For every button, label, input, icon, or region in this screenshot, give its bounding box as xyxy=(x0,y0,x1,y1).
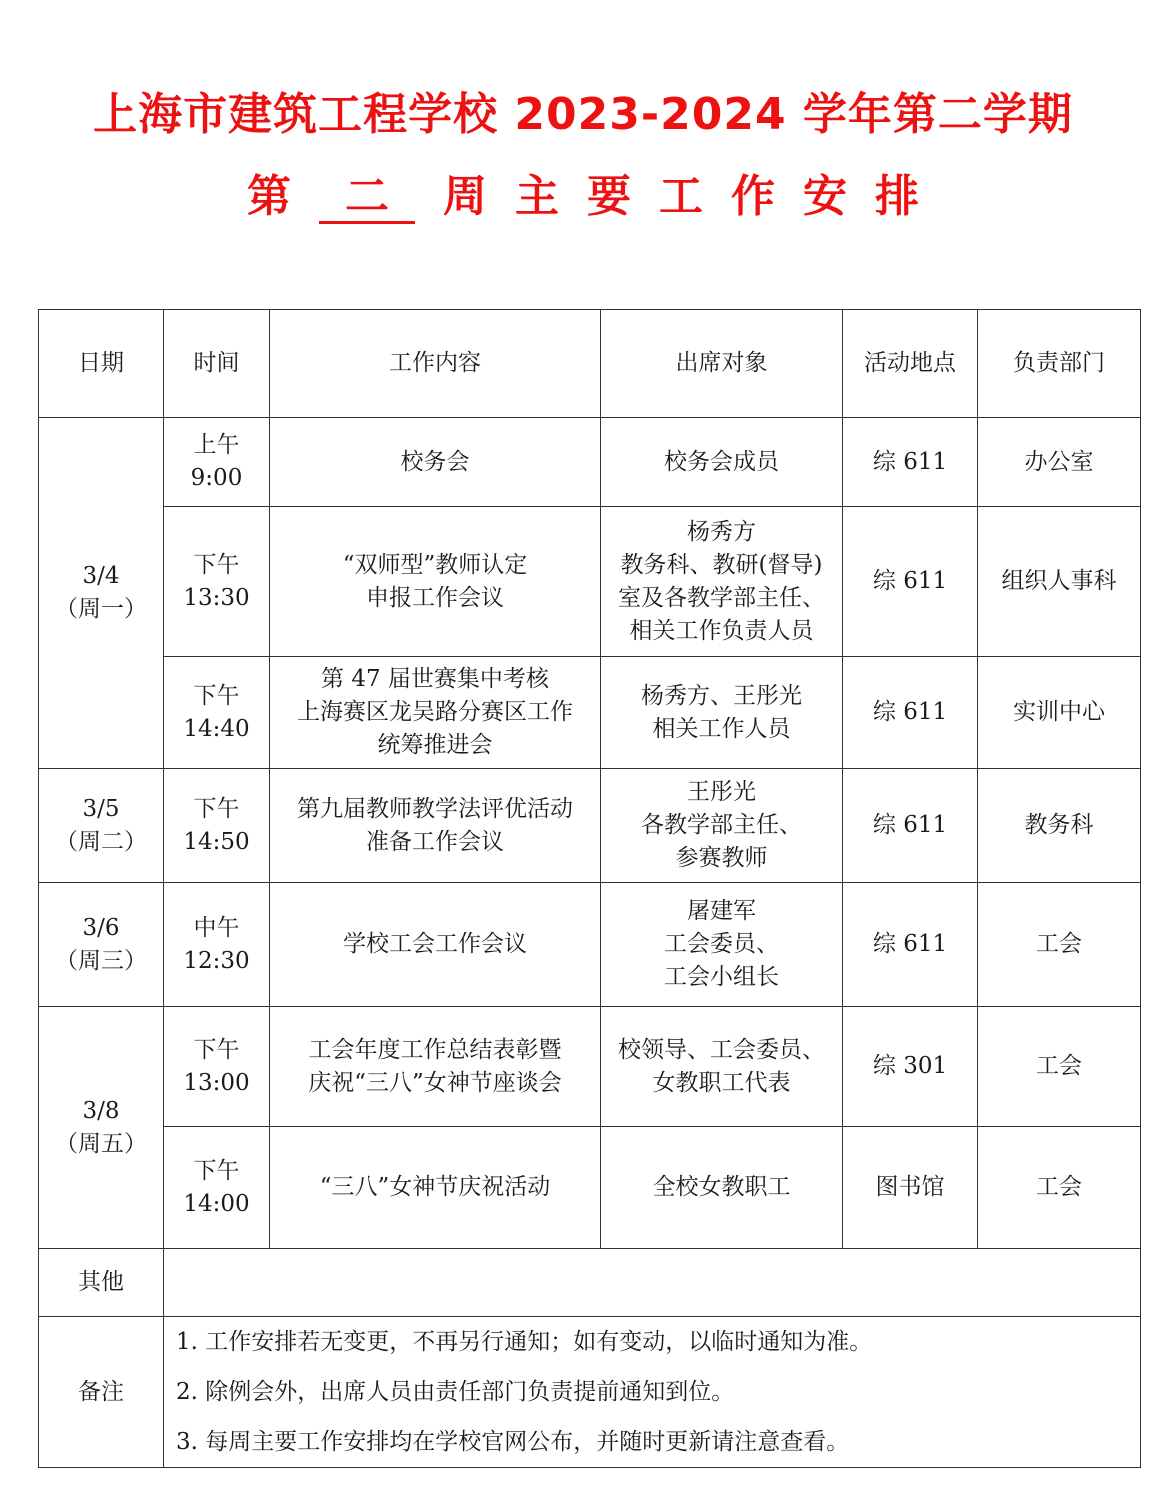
attendees-cell xyxy=(601,769,843,883)
place-cell: 综 611 xyxy=(843,418,978,507)
note-item: 1. 工作安排若无变更，不再另行通知；如有变动，以临时通知为准。 xyxy=(176,1329,873,1355)
time-cell-line: 下午 xyxy=(193,1036,240,1063)
time-cell xyxy=(164,1007,270,1127)
time-cell xyxy=(164,769,270,883)
attendees-cell-line: 教务科、教研(督导) xyxy=(620,551,823,578)
week-title-char: 安 xyxy=(803,171,847,222)
place-cell: 综 611 xyxy=(843,883,978,1007)
attendees-cell xyxy=(601,1007,843,1127)
notes-label: 备注 xyxy=(39,1317,164,1468)
date-cell-line: 3/4 xyxy=(82,563,120,589)
time-cell xyxy=(164,657,270,769)
dept-cell: 办公室 xyxy=(978,418,1141,507)
note-item: 2. 除例会外，出席人员由责任部门负责提前通知到位。 xyxy=(176,1379,735,1405)
date-cell xyxy=(39,769,164,883)
time-cell-line: 下午 xyxy=(193,1157,240,1184)
week-title xyxy=(0,160,1166,224)
dept-cell: 实训中心 xyxy=(978,657,1141,769)
week-title-char: 作 xyxy=(731,171,775,222)
time-cell-line: 14:40 xyxy=(183,715,250,742)
notes-row xyxy=(39,1317,1141,1468)
attendees-cell-line: 全校女教职工 xyxy=(652,1174,791,1200)
attendees-cell-line: 王彤光 xyxy=(687,779,756,805)
content-cell-line: 上海赛区龙吴路分赛区工作 xyxy=(297,699,573,725)
time-cell xyxy=(164,1127,270,1249)
date-cell-line: （周三） xyxy=(55,947,147,974)
content-cell xyxy=(270,883,601,1007)
place-cell: 图书馆 xyxy=(843,1127,978,1249)
content-cell-line: 第九届教师教学法评优活动 xyxy=(297,795,573,822)
notes-cell xyxy=(164,1317,1141,1468)
attendees-cell-line: 室及各教学部主任、 xyxy=(618,584,825,611)
content-cell-line: “双师型”教师认定 xyxy=(342,551,528,578)
content-cell-line: 第 47 届世赛集中考核 xyxy=(321,666,549,692)
attendees-cell-line: 校务会成员 xyxy=(664,448,779,475)
table-row xyxy=(39,883,1141,1007)
table-row xyxy=(39,769,1141,883)
attendees-cell-line: 屠建军 xyxy=(687,898,756,924)
dept-cell: 工会 xyxy=(978,883,1141,1007)
time-cell-line: 9:00 xyxy=(190,465,243,491)
date-cell-line: （周五） xyxy=(55,1130,147,1157)
date-cell xyxy=(39,1007,164,1249)
other-value xyxy=(164,1249,1141,1317)
time-cell-line: 14:00 xyxy=(183,1190,250,1217)
other-row xyxy=(39,1249,1141,1317)
dept-cell: 工会 xyxy=(978,1007,1141,1127)
attendees-cell xyxy=(601,507,843,657)
dept-cell: 工会 xyxy=(978,1127,1141,1249)
time-cell-line: 上午 xyxy=(193,432,240,458)
table-row xyxy=(39,418,1141,507)
attendees-cell-line: 杨秀方、王彤光 xyxy=(641,682,802,709)
week-title-char: 工 xyxy=(659,171,703,222)
content-cell-line: 校务会 xyxy=(400,448,470,475)
header-dept: 负责部门 xyxy=(978,310,1141,418)
header-content: 工作内容 xyxy=(270,310,601,418)
content-cell xyxy=(270,769,601,883)
header-row xyxy=(39,310,1141,418)
week-title-char: 周 xyxy=(443,171,487,222)
time-cell xyxy=(164,507,270,657)
week-number: 二 xyxy=(319,173,415,224)
time-cell xyxy=(164,883,270,1007)
date-cell-line: 3/8 xyxy=(82,1097,120,1124)
attendees-cell-line: 女教职工代表 xyxy=(652,1069,791,1096)
header-date: 日期 xyxy=(39,310,164,418)
place-cell: 综 301 xyxy=(843,1007,978,1127)
attendees-cell xyxy=(601,418,843,507)
date-cell xyxy=(39,418,164,769)
content-cell xyxy=(270,418,601,507)
time-cell-line: 下午 xyxy=(193,795,240,822)
content-cell-line: 申报工作会议 xyxy=(366,584,504,611)
note-item: 3. 每周主要工作安排均在学校官网公布，并随时更新请注意查看。 xyxy=(176,1429,850,1455)
attendees-cell xyxy=(601,1127,843,1249)
date-cell-line: 3/5 xyxy=(82,795,120,822)
date-cell-line: （周一） xyxy=(55,596,147,622)
time-cell-line: 12:30 xyxy=(183,947,250,974)
table-row xyxy=(39,657,1141,769)
place-cell: 综 611 xyxy=(843,657,978,769)
content-cell xyxy=(270,1127,601,1249)
content-cell-line: 准备工作会议 xyxy=(366,828,504,855)
content-cell-line: 庆祝“三八”女神节座谈会 xyxy=(308,1069,562,1096)
document-title: 上海市建筑工程学校 2023-2024 学年第二学期 xyxy=(93,89,1073,140)
content-cell xyxy=(270,657,601,769)
attendees-cell-line: 杨秀方 xyxy=(687,518,756,545)
content-cell xyxy=(270,1007,601,1127)
dept-cell: 组织人事科 xyxy=(978,507,1141,657)
content-cell-line: “三八”女神节庆祝活动 xyxy=(319,1174,551,1200)
content-cell-line: 统筹推进会 xyxy=(377,732,493,758)
attendees-cell-line: 相关工作人员 xyxy=(652,715,791,742)
date-cell-line: 3/6 xyxy=(82,914,120,941)
content-cell xyxy=(270,507,601,657)
dept-cell: 教务科 xyxy=(978,769,1141,883)
table-row xyxy=(39,1127,1141,1249)
time-cell-line: 中午 xyxy=(193,914,240,941)
time-cell-line: 13:00 xyxy=(183,1069,250,1096)
schedule-body xyxy=(39,418,1141,1249)
time-cell-line: 下午 xyxy=(193,682,240,709)
time-cell xyxy=(164,418,270,507)
attendees-cell xyxy=(601,883,843,1007)
header-attendees: 出席对象 xyxy=(601,310,843,418)
attendees-cell xyxy=(601,657,843,769)
content-cell-line: 学校工会工作会议 xyxy=(343,931,527,957)
week-title-prefix: 第 xyxy=(247,171,291,222)
table-row xyxy=(39,507,1141,657)
table-row xyxy=(39,1007,1141,1127)
schedule-table xyxy=(38,309,1141,1468)
attendees-cell-line: 各教学部主任、 xyxy=(641,812,802,838)
attendees-cell-line: 工会委员、 xyxy=(664,931,779,957)
header-place: 活动地点 xyxy=(843,310,978,418)
week-title-char: 主 xyxy=(515,171,559,222)
attendees-cell-line: 参赛教师 xyxy=(675,845,768,871)
attendees-cell-line: 相关工作负责人员 xyxy=(629,617,814,644)
date-cell xyxy=(39,883,164,1007)
other-label: 其他 xyxy=(39,1249,164,1317)
attendees-cell-line: 工会小组长 xyxy=(664,964,779,990)
week-title-char: 要 xyxy=(587,171,631,222)
time-cell-line: 13:30 xyxy=(183,584,250,611)
header-time: 时间 xyxy=(164,310,270,418)
place-cell: 综 611 xyxy=(843,769,978,883)
attendees-cell-line: 校领导、工会委员、 xyxy=(618,1036,825,1063)
content-cell-line: 工会年度工作总结表彰暨 xyxy=(308,1036,562,1063)
week-title-char: 排 xyxy=(875,171,919,222)
date-cell-line: （周二） xyxy=(55,828,147,855)
time-cell-line: 下午 xyxy=(193,551,240,578)
place-cell: 综 611 xyxy=(843,507,978,657)
time-cell-line: 14:50 xyxy=(183,828,250,855)
